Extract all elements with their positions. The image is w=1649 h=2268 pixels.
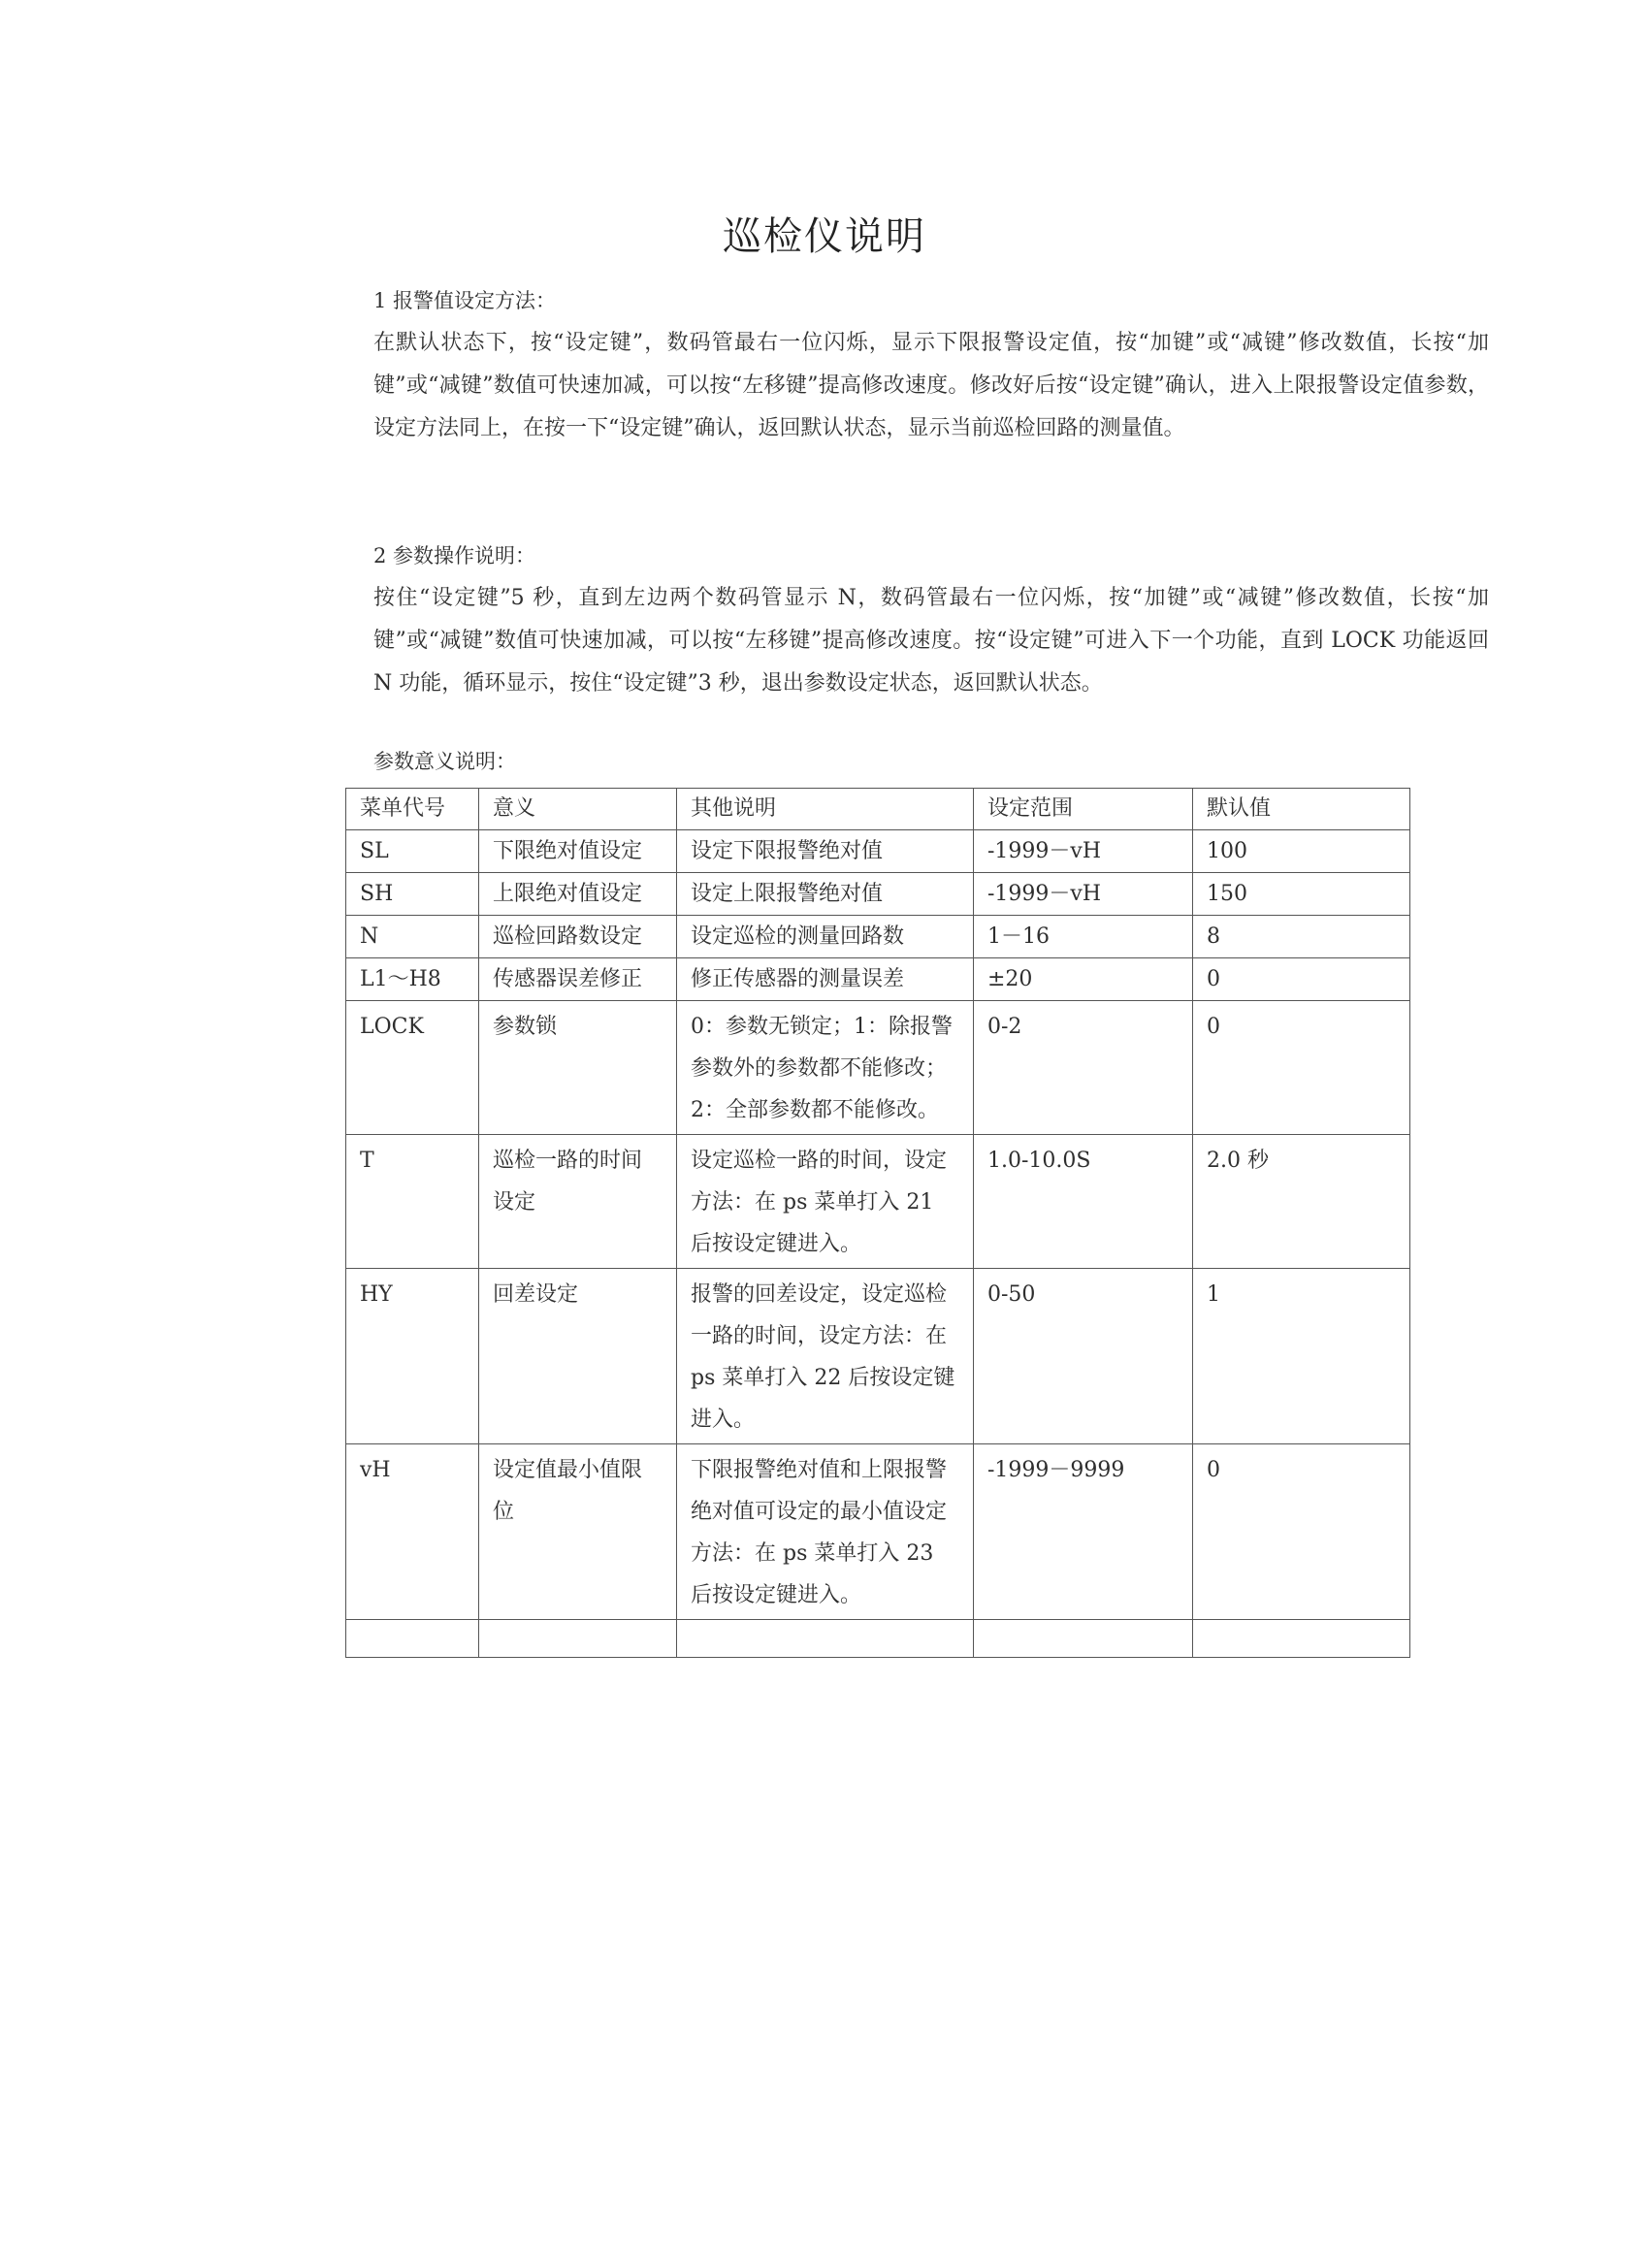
cell-default-value: 2.0 秒 xyxy=(1193,1135,1410,1269)
cell-setting-range: 0-2 xyxy=(974,1001,1193,1135)
cell-empty xyxy=(346,1620,479,1658)
cell-setting-range: -1999－vH xyxy=(974,830,1193,873)
cell-default-value: 0 xyxy=(1193,1444,1410,1620)
document-title: 巡检仪说明 xyxy=(723,214,926,259)
cell-menu-code: HY xyxy=(346,1269,479,1444)
cell-other-notes: 修正传感器的测量误差 xyxy=(677,958,974,1001)
table-row xyxy=(346,1444,1410,1620)
cell-menu-code: vH xyxy=(346,1444,479,1620)
table-row xyxy=(346,1135,1410,1269)
table-row-empty xyxy=(346,1620,1410,1658)
cell-meaning: 下限绝对值设定 xyxy=(479,830,677,873)
cell-meaning: 参数锁 xyxy=(479,1001,677,1135)
table-row xyxy=(346,958,1410,1001)
cell-other-notes: 设定巡检的测量回路数 xyxy=(677,916,974,958)
cell-menu-code: SL xyxy=(346,830,479,873)
cell-setting-range: 1.0-10.0S xyxy=(974,1135,1193,1269)
parameter-table xyxy=(345,788,1410,1658)
cell-empty xyxy=(1193,1620,1410,1658)
cell-meaning: 设定值最小值限位 xyxy=(479,1444,677,1620)
header-other-notes: 其他说明 xyxy=(677,789,974,830)
table-row xyxy=(346,916,1410,958)
cell-default-value: 150 xyxy=(1193,873,1410,916)
cell-other-notes: 设定上限报警绝对值 xyxy=(677,873,974,916)
cell-empty xyxy=(479,1620,677,1658)
cell-empty xyxy=(677,1620,974,1658)
table-row xyxy=(346,873,1410,916)
cell-default-value: 1 xyxy=(1193,1269,1410,1444)
cell-setting-range: -1999－vH xyxy=(974,873,1193,916)
cell-default-value: 8 xyxy=(1193,916,1410,958)
table-row xyxy=(346,830,1410,873)
header-setting-range: 设定范围 xyxy=(974,789,1193,830)
table-row xyxy=(346,1001,1410,1135)
cell-default-value: 0 xyxy=(1193,1001,1410,1135)
header-meaning: 意义 xyxy=(479,789,677,830)
table-header-row xyxy=(346,789,1410,830)
cell-setting-range: 0-50 xyxy=(974,1269,1193,1444)
cell-meaning: 巡检一路的时间设定 xyxy=(479,1135,677,1269)
section-alarm-setting xyxy=(373,279,1489,450)
cell-meaning: 回差设定 xyxy=(479,1269,677,1444)
cell-setting-range: ±20 xyxy=(974,958,1193,1001)
cell-meaning: 巡检回路数设定 xyxy=(479,916,677,958)
section-body: 在默认状态下，按“设定键”，数码管最右一位闪烁，显示下限报警设定值，按“加键”或“减键”修改数值，长按“加键”或“减键”数值可快速加减，可以按“左移键”提高修改速度。修改好后按“设定键”确认，进入上限报警设定值参数，设定方法同上，在按一下“设定键”确认，返回默认状态，显示当前巡检回路的测量值。 xyxy=(373,331,1489,440)
cell-other-notes: 下限报警绝对值和上限报警绝对值可设定的最小值设定方法：在 ps 菜单打入 23 后按设定键进入。 xyxy=(677,1444,974,1620)
section-heading: 2 参数操作说明： xyxy=(373,544,536,567)
cell-setting-range: 1－16 xyxy=(974,916,1193,958)
cell-setting-range: -1999－9999 xyxy=(974,1444,1193,1620)
cell-empty xyxy=(974,1620,1193,1658)
table-row xyxy=(346,1269,1410,1444)
section-heading: 1 报警值设定方法： xyxy=(373,289,557,312)
cell-menu-code: N xyxy=(346,916,479,958)
section-parameter-operation xyxy=(373,535,1489,705)
cell-menu-code: SH xyxy=(346,873,479,916)
cell-other-notes: 报警的回差设定，设定巡检一路的时间，设定方法：在 ps 菜单打入 22 后按设定键进入。 xyxy=(677,1269,974,1444)
cell-other-notes: 0：参数无锁定；1：除报警参数外的参数都不能修改；2：全部参数都不能修改。 xyxy=(677,1001,974,1135)
section-body: 按住“设定键”5 秒，直到左边两个数码管显示 N，数码管最右一位闪烁，按“加键”或“减键”修改数值，长按“加键”或“减键”数值可快速加减，可以按“左移键”提高修改速度。按“设定键”可进入下一个功能，直到 LOCK 功能返回 N 功能，循环显示，按住“设定键”3 秒，退出参数设定状态，返回默认状态。 xyxy=(373,586,1489,696)
cell-other-notes: 设定巡检一路的时间，设定方法：在 ps 菜单打入 21 后按设定键进入。 xyxy=(677,1135,974,1269)
cell-menu-code: L1～H8 xyxy=(346,958,479,1001)
cell-menu-code: LOCK xyxy=(346,1001,479,1135)
cell-default-value: 0 xyxy=(1193,958,1410,1001)
header-default-value: 默认值 xyxy=(1193,789,1410,830)
table-caption: 参数意义说明： xyxy=(373,750,516,773)
header-menu-code: 菜单代号 xyxy=(346,789,479,830)
cell-default-value: 100 xyxy=(1193,830,1410,873)
cell-meaning: 传感器误差修正 xyxy=(479,958,677,1001)
cell-menu-code: T xyxy=(346,1135,479,1269)
cell-meaning: 上限绝对值设定 xyxy=(479,873,677,916)
cell-other-notes: 设定下限报警绝对值 xyxy=(677,830,974,873)
